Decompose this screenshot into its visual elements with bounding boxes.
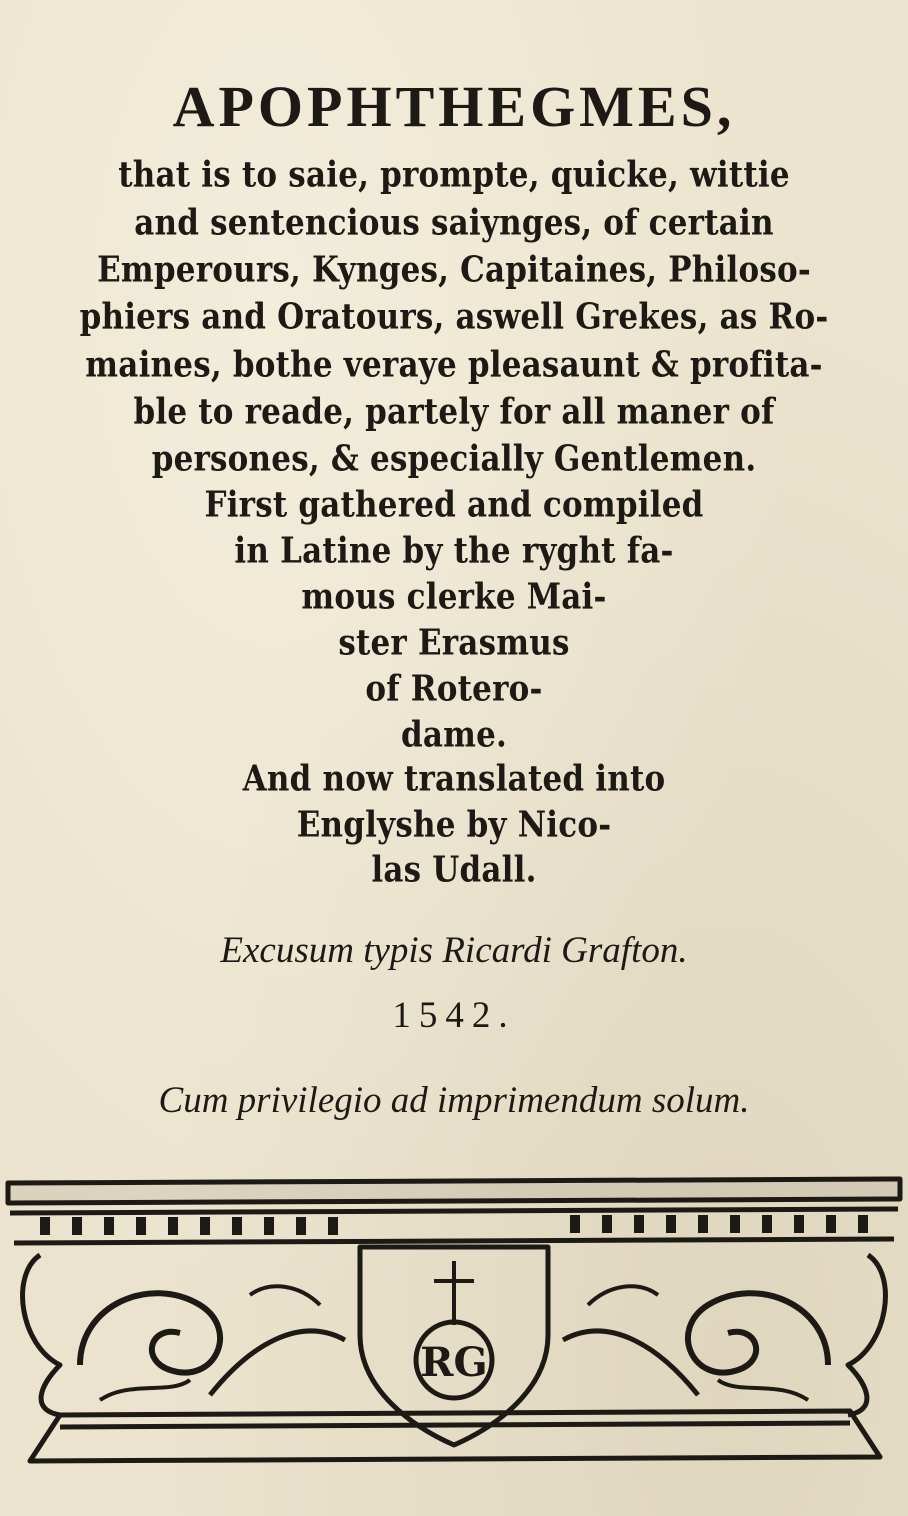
subtitle-line: phiers and Oratours, aswell Grekes, as Ro- xyxy=(79,296,829,338)
subtitle-line: that is to saie, prompte, quicke, wittie xyxy=(118,154,790,196)
subtitle-line: maines, bothe veraye pleasaunt & profita- xyxy=(85,344,823,386)
subtitle-line: ble to reade, partely for all maner of xyxy=(133,391,775,433)
device-monogram: RG xyxy=(420,1339,488,1386)
subtitle-line: of Rotero- xyxy=(365,668,543,710)
subtitle-line: and sentencious saiynges, of certain xyxy=(134,202,774,244)
publication-year: 1542. xyxy=(392,995,516,1036)
subtitle-line: Englyshe by Nico- xyxy=(296,804,612,846)
subtitle-line: persones, & especially Gentlemen. xyxy=(151,438,757,480)
subtitle-line: ster Erasmus xyxy=(338,622,570,664)
page-title: APOPHTHEGMES, xyxy=(172,74,736,139)
subtitle-line: First gathered and compiled xyxy=(204,484,704,526)
subtitle-line: Emperours, Kynges, Capitaines, Philoso- xyxy=(97,249,811,291)
privilege-line: Cum privilegio ad imprimendum solum. xyxy=(158,1080,750,1121)
subtitle-line: las Udall. xyxy=(371,849,537,891)
subtitle-line: And now translated into xyxy=(242,758,666,800)
subtitle-line: in Latine by the ryght fa- xyxy=(234,530,674,572)
imprint-line: Excusum typis Ricardi Grafton. xyxy=(220,930,688,971)
subtitle-line: dame. xyxy=(400,714,508,756)
subtitle-line: mous clerke Mai- xyxy=(301,576,607,618)
printers-device-woodcut xyxy=(0,1165,908,1485)
